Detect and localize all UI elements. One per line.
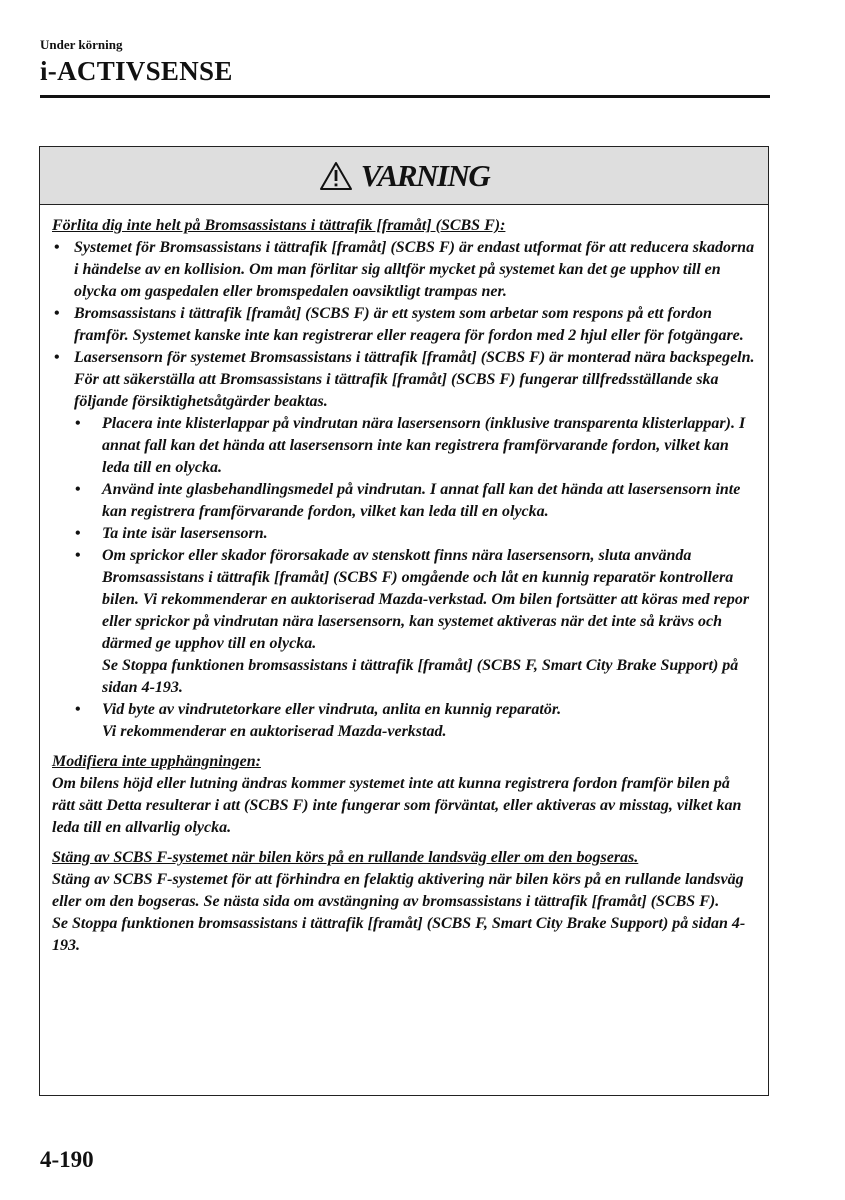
warning-title: VARNING (360, 157, 490, 193)
sub-bullet-item (52, 545, 756, 699)
bullet-item: • Lasersensorn för systemet Bromsassistans i tättrafik [framåt] (SCBS F) är monterad nära backspegeln. För att säkerställa att Bromsassistans i tättrafik [framåt] (SCBS F) fungerar tillfredsställande ska följande försiktighetsåtgärder beaktas. (52, 347, 756, 413)
sub-bullet-item: • Använd inte glasbehandlingsmedel på vindrutan. I annat fall kan det hända att lasersensorn inte kan registrera framförvarande fordon, vilket kan leda till en olycka. (52, 479, 756, 523)
section-text: Om bilens höjd eller lutning ändras kommer systemet inte att kunna registrera fordon framför bilen på rätt sätt Detta resulterar i att (SCBS F) inte fungerar som förväntat, eller aktiveras av misstag, vilket kan leda till en allvarlig olycka. (52, 775, 742, 836)
warning-header (40, 147, 768, 205)
page-number: 4-190 (40, 1147, 94, 1172)
title-divider (40, 95, 770, 98)
bullet-item: • Systemet för Bromsassistans i tättrafik [framåt] (SCBS F) är endast utformat för att reducera skadorna i händelse av en kollision. Om man förlitar sig alltför mycket på systemet kan det ge upphov till en olycka om gaspedalen eller bromspedalen oavsiktligt trampas ner. (52, 237, 756, 303)
bullet-item: • Bromsassistans i tättrafik [framåt] (SCBS F) är ett system som arbetar som respons på ett fordon framför. Systemet kanske inte kan registrerar eller reagera för fordon med 2 hjul eller för fotgängare. (52, 303, 756, 347)
page-reference: Se Stoppa funktionen bromsassistans i tättrafik [framåt] (SCBS F, Smart City Brake Support) på sidan 4-193. (52, 915, 746, 954)
warning-section-reliance (52, 215, 756, 743)
section-label: Under körning (40, 37, 123, 52)
section-heading: Stäng av SCBS F-systemet när bilen körs på en rullande landsväg eller om den bogseras. (52, 849, 639, 866)
warning-box (39, 146, 769, 1096)
sub-bullet-item (52, 699, 756, 743)
section-heading: Modifiera inte upphängningen: (52, 753, 261, 770)
warning-body (40, 205, 768, 957)
bullet-list (52, 237, 756, 413)
sub-bullet-text: Vid byte av vindrutetorkare eller vindruta, anlita en kunnig reparatör. (102, 701, 562, 718)
warning-section-suspension (52, 751, 756, 839)
page-reference: Se Stoppa funktionen bromsassistans i tättrafik [framåt] (SCBS F, Smart City Brake Support) på sidan 4-193. (102, 657, 739, 696)
sub-bullet-item: • Placera inte klisterlappar på vindrutan nära lasersensorn (inklusive transparenta klisterlappar). I annat fall kan det hända att lasersensorn inte kan registrera framförvarande fordon, vilket kan leda till en olycka. (52, 413, 756, 479)
section-heading: Förlita dig inte helt på Bromsassistans i tättrafik [framåt] (SCBS F): (52, 217, 506, 234)
sub-bullet-text: Om sprickor eller skador förorsakade av stenskott finns nära lasersensorn, sluta använda Bromsassistans i tättrafik [framåt] (SCBS F) omgående och låt en kunnig reparatör kontrollera bilen. Vi rekommenderar en auktoriserad Mazda-verkstad. Om bilen fortsätter att köras med repor eller sprickor på vindrutan nära lasersensorn, kan systemet aktiveras när det inte så krävs och därmed ge upphov till en olycka. (102, 547, 750, 652)
section-text: Stäng av SCBS F-systemet för att förhindra en felaktig aktivering när bilen körs på en rullande landsväg eller om den bogseras. Se nästa sida om avstängning av bromsassistans i tättrafik [framåt] (SCBS F). (52, 871, 744, 910)
sub-bullet-item: • Ta inte isär lasersensorn. (52, 523, 756, 545)
warning-section-turn-off (52, 847, 756, 957)
sub-bullet-list (52, 413, 756, 743)
sub-bullet-note: Vi rekommenderar en auktoriserad Mazda-verkstad. (102, 723, 447, 740)
warning-triangle-icon (319, 161, 353, 191)
chapter-title: i-ACTIVSENSE (40, 56, 233, 86)
